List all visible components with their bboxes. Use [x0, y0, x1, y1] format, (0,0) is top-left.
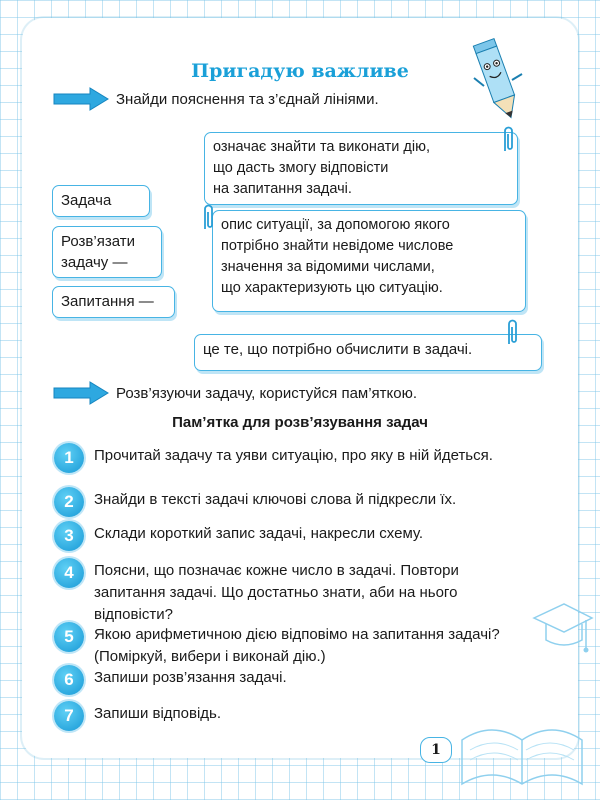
- step-text: Поясни, що позначає кожне число в задачі. Повтори запитання задачі. Що достатньо знати, аби на нього відповісти?: [94, 562, 459, 623]
- term-box-solve[interactable]: [52, 226, 162, 278]
- step-number-badge: 1: [54, 443, 84, 473]
- step-text: Склади короткий запис задачі, накресли схему.: [94, 525, 424, 542]
- step-number-badge: 6: [54, 665, 84, 695]
- page-number: 1: [420, 737, 452, 763]
- definition-text-2: опис ситуації, за допомогою якого потрібно знайти невідоме числове значення за відомими числами, що характеризують цю ситуацію.: [221, 217, 454, 296]
- step-text: Запиши розв’язання задачі.: [94, 669, 287, 686]
- step-text: Знайди в тексті задачі ключові слова й підкресли їх.: [94, 491, 457, 508]
- definition-text-3: це те, що потрібно обчислити в задачі.: [203, 341, 473, 358]
- paperclip-icon: [500, 125, 516, 155]
- step-number-badge: 2: [54, 487, 84, 517]
- step-number-badge: 7: [54, 701, 84, 731]
- term-text-question: Запитання —: [61, 293, 154, 310]
- arrow-right-icon: [52, 86, 110, 112]
- arrow-right-icon: [52, 380, 110, 406]
- step-number-badge: 5: [54, 622, 84, 652]
- step-text: Запиши відповідь.: [94, 705, 222, 722]
- paperclip-icon: [504, 318, 520, 348]
- open-book-icon: [452, 700, 592, 792]
- definition-box-3: [194, 334, 542, 371]
- definition-box-1: [204, 132, 518, 205]
- term-text-task: Задача: [61, 192, 112, 209]
- step-text: Якою арифметичною дією відповімо на запитання задачі? (Поміркуй, вибери і виконай дію.): [94, 626, 500, 665]
- page-title: Пригадую важливе: [191, 60, 409, 82]
- term-box-task[interactable]: [52, 185, 150, 217]
- term-text-solve: Розв’язати задачу —: [61, 233, 135, 271]
- definition-box-2: [212, 210, 526, 312]
- memo-title: Пам’ятка для розв’язування задач: [172, 414, 428, 431]
- definition-text-1: означає знайти та виконати дію, що дасть змогу відповісти на запитання задачі.: [213, 139, 430, 197]
- graduation-cap-icon: [530, 596, 594, 666]
- instruction-match: Знайди пояснення та з’єднай лініями.: [116, 91, 379, 108]
- instruction-memo: Розв’язуючи задачу, користуйся пам’яткою.: [116, 385, 418, 402]
- term-box-question[interactable]: [52, 286, 175, 318]
- step-text: Прочитай задачу та уяви ситуацію, про яку в ній йдеться.: [94, 447, 493, 464]
- step-number-badge: 3: [54, 521, 84, 551]
- paperclip-icon: [200, 203, 216, 233]
- step-number-badge: 4: [54, 558, 84, 588]
